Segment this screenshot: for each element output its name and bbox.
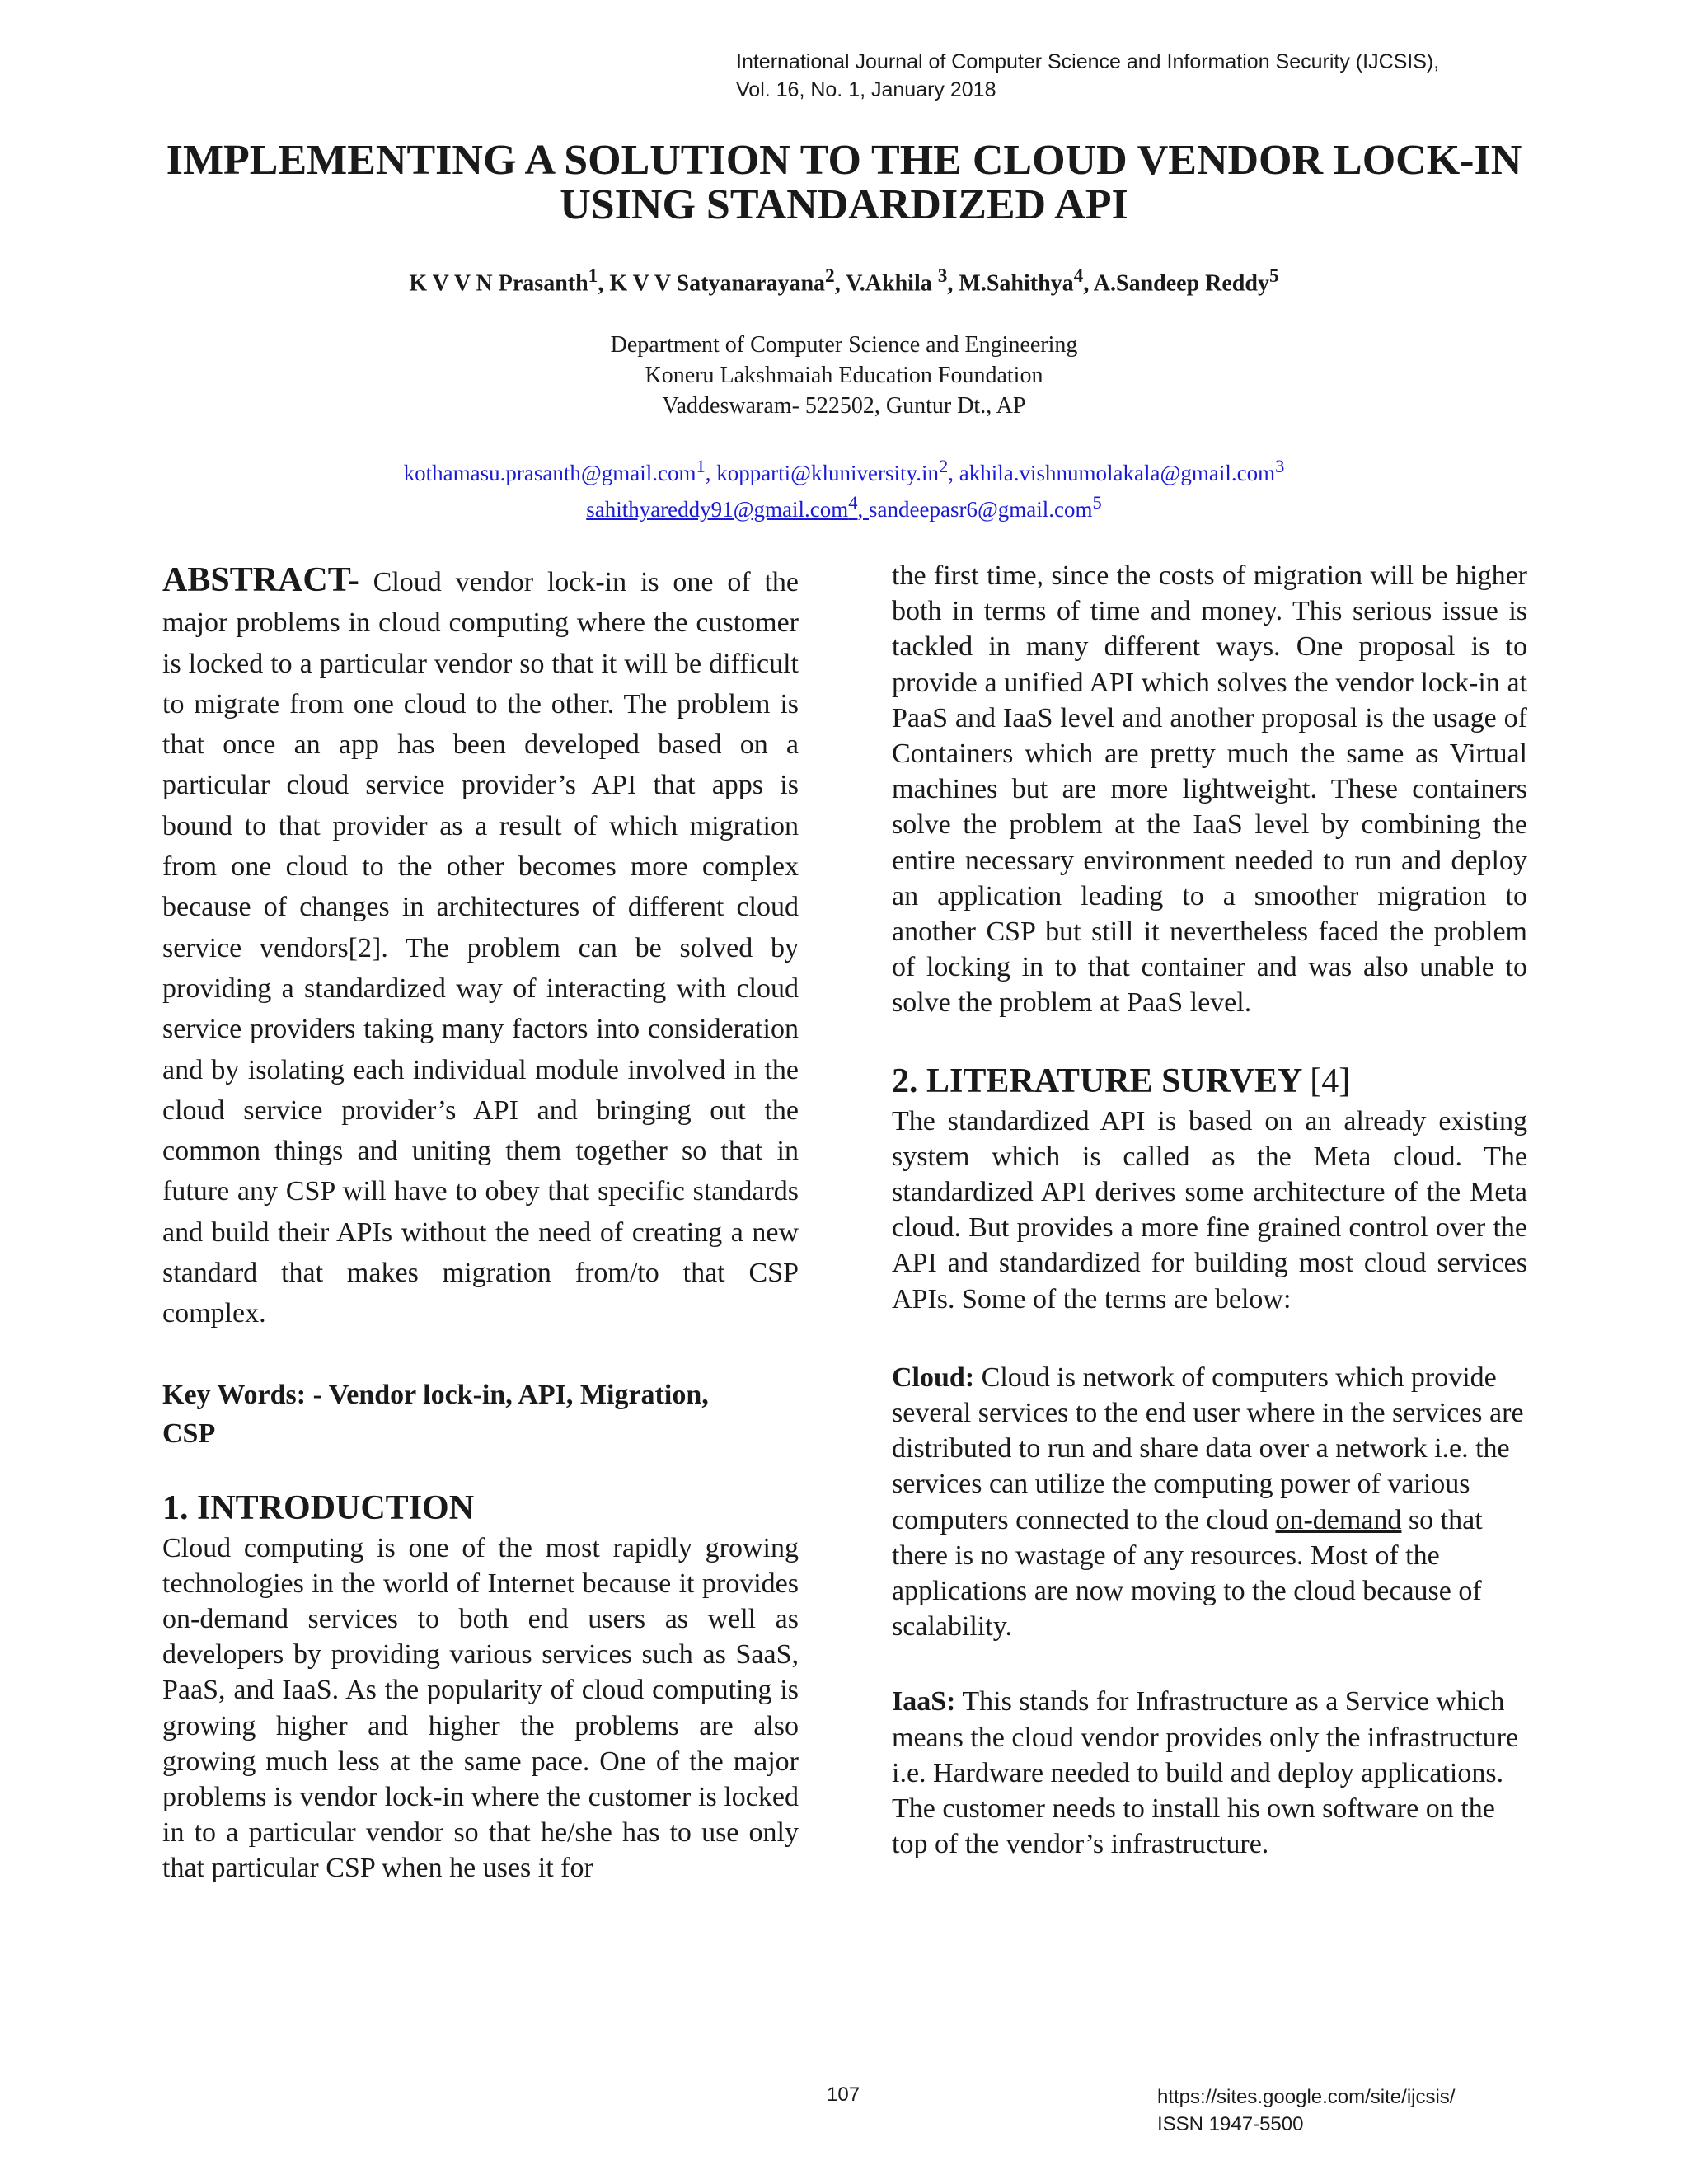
affiliation [124, 330, 1564, 421]
literature-heading-ref: [4] [1310, 1062, 1351, 1100]
right-column [892, 558, 1527, 1863]
author-name: M.Sahithya [959, 270, 1074, 297]
email-sup: 3 [1275, 456, 1285, 476]
introduction-paragraph-continued: the first time, since the costs of migration will be higher both in terms of time and money. This serious issue is tackled in many different ways. One proposal is to provide a unified API which solves the vendor lock-in at PaaS and IaaS level and another proposal is the usage of Containers which are pretty much the same as Virtual machines but are more lightweight. These containers solve the problem at the IaaS level by combining the entire necessary environment needed to run and deploy an application leading to a smoother migration to another CSP but still it nevertheless faced the problem of locking in to that container and was also unable to solve the problem at PaaS level. [892, 560, 1527, 1019]
left-column [162, 560, 799, 1886]
term-cloud-label: Cloud: [892, 1361, 975, 1393]
author-sup: 5 [1268, 265, 1279, 287]
email-sup: 2 [939, 456, 949, 476]
affiliation-department: Department of Computer Science and Engineering [610, 332, 1078, 358]
author-sup: 3 [937, 265, 948, 287]
author-name: V.Akhila [846, 270, 938, 297]
author-name: A.Sandeep Reddy [1093, 270, 1269, 297]
footer-info [1157, 2083, 1455, 2138]
term-cloud-text: Cloud is network of computers which provide several services to the end user where in the services are distributed to run and share data over a network i.e. the services can utilize the computing power of various computers connected to the cloud [892, 1361, 1524, 1535]
on-demand-link[interactable]: on-demand [1275, 1504, 1402, 1535]
section-heading-introduction: 1. INTRODUCTION [162, 1488, 475, 1527]
email-list [124, 452, 1564, 524]
footer-issn: ISSN 1947-5500 [1157, 2113, 1304, 2135]
introduction-paragraph: Cloud computing is one of the most rapidly growing technologies in the world of Internet because it provides on-demand services to both end users as well as developers by providing various services such as SaaS, PaaS, and IaaS. As the popularity of cloud computing is growing higher and higher the problems are also growing much less at the same pace. One of the major problems is vendor lock-in where the customer is locked in to a particular vendor so that he/she has to use only that particular CSP when he uses it for [162, 1532, 799, 1884]
paper-title [124, 138, 1564, 227]
email-sup: 4 [848, 492, 858, 513]
keywords-line-1: Key Words: - Vendor lock-in, API, Migration, [162, 1379, 709, 1410]
email-link[interactable]: sahithyareddy91@gmail.com$^4$, [586, 492, 869, 522]
author-name: K V V N Prasanth [409, 270, 588, 297]
term-iaas [892, 1684, 1527, 1862]
journal-volume: Vol. 16, No. 1, January 2018 [736, 78, 996, 101]
journal-name: International Journal of Computer Science and Information Security (IJCSIS), [736, 50, 1440, 73]
email-sup: 5 [1092, 492, 1102, 513]
term-cloud-text-end: so that there is no wastage of any resources. Most of the applications are now moving to the cloud because of scalability. [892, 1504, 1483, 1643]
author-sup: 2 [825, 265, 835, 287]
footer-url-link[interactable]: https://sites.google.com/site/ijcsis/ [1157, 2086, 1456, 2108]
author-sup: 4 [1073, 265, 1084, 287]
journal-header [736, 48, 1439, 104]
abstract [162, 560, 799, 1334]
email-link[interactable]: sandeepasr6@gmail.com [869, 497, 1093, 522]
email-link[interactable]: kopparti@kluniversity.in [716, 461, 940, 485]
author-name: K V V Satyanarayana [609, 270, 826, 297]
email-sup: 1 [696, 456, 706, 476]
author-sup: 1 [588, 265, 598, 287]
affiliation-institution: Koneru Lakshmaiah Education Foundation [645, 363, 1043, 388]
email-line-1: kothamasu.prasanth@gmail.com$^1$, $kopparti@kluniversity.in^2$, akhila.vishnumolakala@gmail.com$^3$ [403, 456, 1285, 485]
affiliation-address: Vaddeswaram- 522502, Guntur Dt., AP [662, 393, 1026, 419]
page-number: 107 [827, 2083, 860, 2106]
term-iaas-text: This stands for Infrastructure as a Service which means the cloud vendor provides only the infrastructure i.e. Hardware needed to build and deploy applications. The customer needs to install his own software on the top of the vendor’s infrastructure. [892, 1686, 1519, 1860]
title-line-1: IMPLEMENTING A SOLUTION TO THE CLOUD VENDOR LOCK-IN [166, 137, 1522, 184]
email-address[interactable]: sahithyareddy91@gmail.com [586, 497, 849, 522]
abstract-text: Cloud vendor lock-in is one of the major problems in cloud computing where the customer is locked to a particular vendor so that it will be difficult to migrate from one cloud to the other. The problem is that once an app has been developed based on a particular cloud service provider’s API that apps is bound to that provider as a result of which migration from one cloud to the other becomes more complex because of changes in architectures of different cloud service vendors[2]. The problem can be solved by providing a standardized way of interacting with cloud service providers taking many factors into consideration and by isolating each individual module involved in the cloud service provider’s API and bringing out the common things and uniting them together so that in future any CSP will have to obey that specific standards and build their APIs without the need of creating a new standard that makes migration from/to that CSP complex. [162, 567, 799, 1329]
title-line-2: USING STANDARDIZED API [560, 181, 1128, 228]
term-iaas-label: IaaS: [892, 1686, 956, 1718]
email-link[interactable]: akhila.vishnumolakala@gmail.com [959, 461, 1276, 485]
literature-heading: 2. LITERATURE SURVEY [892, 1062, 1301, 1100]
author-list: K V V N Prasanth$^1$, K V V Satyanarayana$^2$, V.Akhila $^3$, M.Sahithya$^4$, A.Sandeep Reddy$^5$ [409, 265, 1279, 297]
literature-paragraph: The standardized API is based on an already existing system which is called as the Meta cloud. The standardized API derives some architecture of the Meta cloud. But provides a more fine grained control over the API and standardized for building most cloud services APIs. Some of the terms are below: [892, 1105, 1527, 1315]
keywords-line-2: CSP [162, 1418, 216, 1449]
term-cloud [892, 1360, 1527, 1645]
email-line-2 [124, 488, 1564, 524]
abstract-heading: ABSTRACT- [162, 561, 359, 599]
email-link[interactable]: kothamasu.prasanth@gmail.com [403, 461, 696, 485]
keywords [162, 1376, 799, 1453]
section-heading-literature-survey [892, 1059, 1527, 1104]
